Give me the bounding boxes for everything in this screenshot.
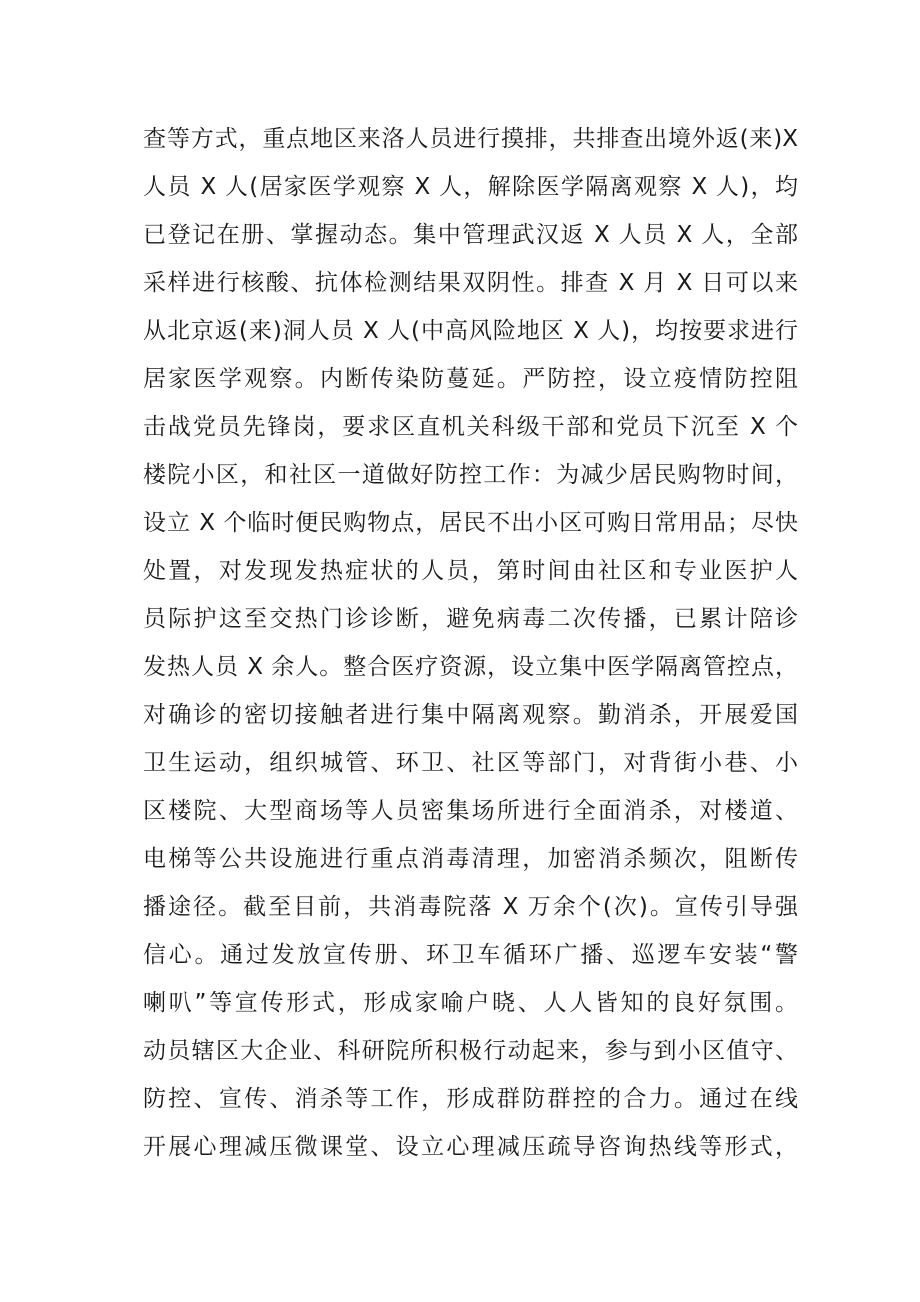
text-line-3: 已登记在册、掌握动态。集中管理武汉返 X 人员 X 人，全部 [143, 222, 798, 248]
text-line-22: 开展心理减压微课堂、设立心理减压疏导咨询热线等形式， [143, 1134, 798, 1160]
text-line-19: 喇叭”等宣传形式，形成家喻户晓、人人皆知的良好氛围。 [143, 990, 798, 1016]
text-line-11: 员际护这至交热门诊诊断，避免病毒二次传播，已累计陪诊 [143, 606, 798, 632]
text-line-2: 人员 X 人(居家医学观察 X 人，解除医学隔离观察 X 人)，均 [143, 174, 798, 200]
body-text [143, 115, 798, 1171]
text-line-13: 对确诊的密切接触者进行集中隔离观察。勤消杀，开展爱国 [143, 702, 798, 728]
text-line-1: 查等方式，重点地区来洛人员进行摸排，共排查出境外返(来)X [143, 126, 798, 152]
text-line-14: 卫生运动，组织城管、环卫、社区等部门，对背街小巷、小 [143, 750, 798, 776]
text-line-16: 电梯等公共设施进行重点消毒清理，加密消杀频次，阻断传 [143, 846, 798, 872]
text-line-8: 楼院小区，和社区一道做好防控工作：为减少居民购物时间， [143, 462, 798, 488]
text-line-4: 采样进行核酸、抗体检测结果双阴性。排查 X 月 X 日可以来 [143, 270, 798, 296]
text-line-6: 居家医学观察。内断传染防蔓延。严防控，设立疫情防控阻 [143, 366, 798, 392]
text-line-7: 击战党员先锋岗，要求区直机关科级干部和党员下沉至 X 个 [143, 414, 798, 440]
text-line-5: 从北京返(来)洞人员 X 人(中高风险地区 X 人)，均按要求进行 [143, 318, 798, 344]
text-line-18: 信心。通过发放宣传册、环卫车循环广播、巡逻车安装“警 [143, 942, 798, 968]
text-line-17: 播途径。截至目前，共消毒院落 X 万余个(次)。宣传引导强 [143, 894, 798, 920]
text-line-21: 防控、宣传、消杀等工作，形成群防群控的合力。通过在线 [143, 1086, 798, 1112]
text-line-20: 动员辖区大企业、科研院所积极行动起来，参与到小区值守、 [143, 1038, 798, 1064]
text-line-9: 设立 X 个临时便民购物点，居民不出小区可购日常用品；尽快 [143, 510, 798, 536]
text-line-15: 区楼院、大型商场等人员密集场所进行全面消杀，对楼道、 [143, 798, 798, 824]
text-line-10: 处置，对发现发热症状的人员，第时间由社区和专业医护人 [143, 558, 798, 584]
text-line-12: 发热人员 X 余人。整合医疗资源，设立集中医学隔离管控点， [143, 654, 798, 680]
